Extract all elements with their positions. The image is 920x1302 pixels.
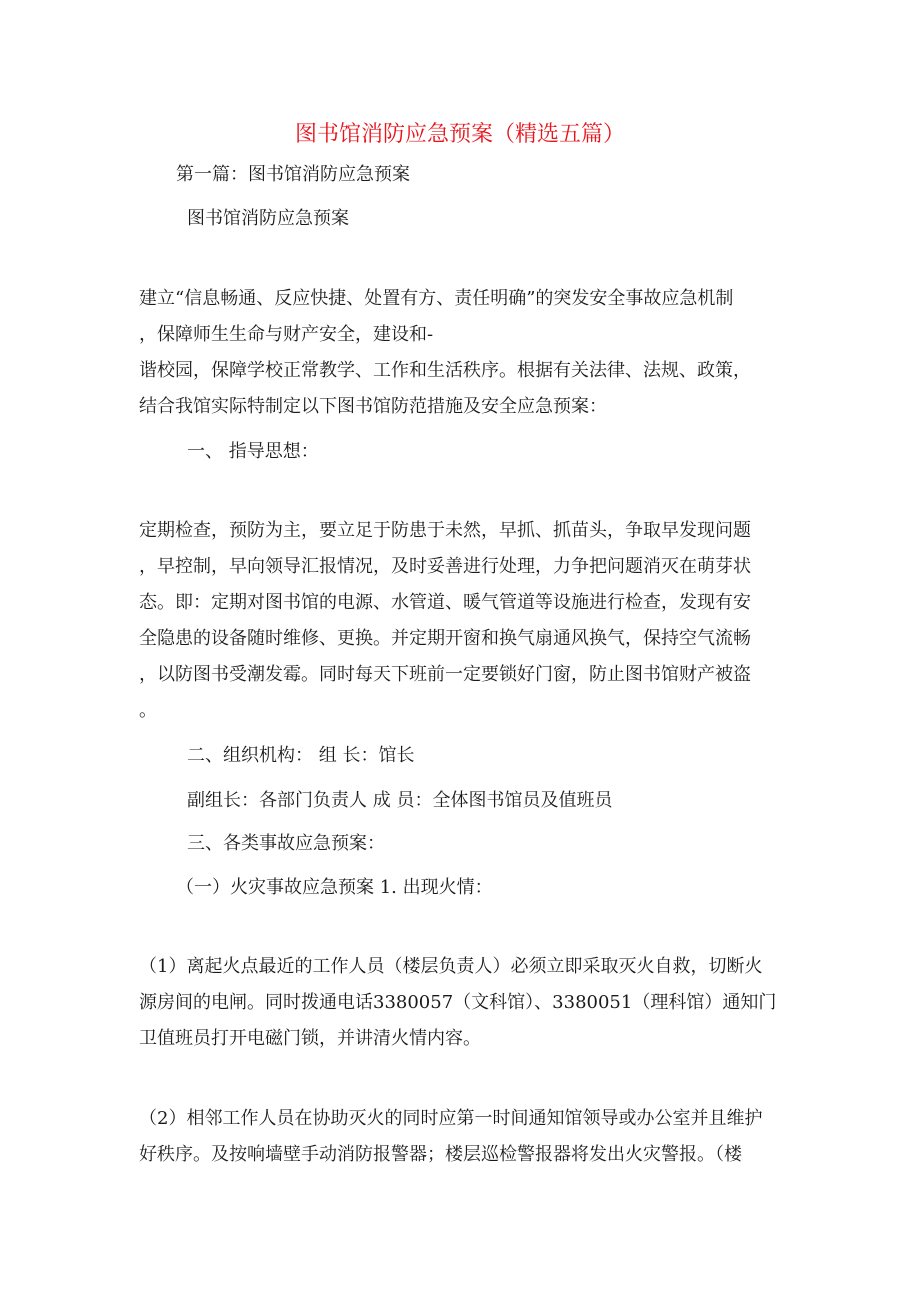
step-one-line-1: （1）离起火点最近的工作人员（楼层负责人）必须立即采取灭火自救，切断火: [139, 956, 763, 977]
guidance-line-5: ，以防图书受潮发霉。同时每天下班前一定要锁好门窗，防止图书馆财产被盗: [139, 664, 751, 685]
intro-line-2: ，保障师生生命与财产安全，建设和-: [139, 324, 434, 345]
document-title: 图书馆消防应急预案（精选五篇）: [294, 122, 625, 147]
section-three-heading: 三、各类事故应急预案：: [187, 833, 385, 854]
fire-plan-heading: （一）火灾事故应急预案 1. 出现火情：: [176, 877, 493, 898]
section-one-heading: 一、 指导思想：: [187, 441, 319, 462]
subtitle: 图书馆消防应急预案: [187, 208, 349, 229]
intro-line-1: 建立“信息畅通、反应快捷、处置有方、责任明确”的突发安全事故应急机制: [139, 288, 734, 309]
chapter-heading: 第一篇：图书馆消防应急预案: [176, 164, 410, 185]
section-two-heading: 二、组织机构： 组 长：馆长: [187, 745, 415, 766]
guidance-line-6: 。: [139, 700, 157, 721]
guidance-line-1: 定期检查，预防为主，要立足于防患于未然，早抓、抓苗头，争取早发现问题: [139, 520, 751, 541]
step-one-line-2: 源房间的电闸。同时拨通电话3380057（文科馆）、3380051（理科馆）通知门: [139, 992, 777, 1013]
guidance-line-3: 态。即：定期对图书馆的电源、水管道、暖气管道等设施进行检查，发现有安: [139, 592, 751, 613]
step-two-line-2: 好秩序。及按响墙壁手动消防报警器；楼层巡检警报器将发出火灾警报。（楼: [139, 1144, 742, 1165]
deputy-line: 副组长：各部门负责人 成 员：全体图书馆员及值班员: [187, 790, 613, 811]
intro-line-4: 结合我馆实际特制定以下图书馆防范措施及安全应急预案：: [139, 396, 607, 417]
step-two-line-1: （2）相邻工作人员在协助灭火的同时应第一时间通知馆领导或办公室并且维护: [139, 1108, 763, 1129]
intro-line-3: 谐校园，保障学校正常教学、工作和生活秩序。根据有关法律、法规、政策，: [139, 360, 751, 381]
step-one-line-3: 卫值班员打开电磁门锁，并讲清火情内容。: [139, 1028, 481, 1049]
guidance-line-2: ，早控制，早向领导汇报情况，及时妥善进行处理，力争把问题消灭在萌芽状: [139, 556, 751, 577]
guidance-line-4: 全隐患的设备随时维修、更换。并定期开窗和换气扇通风换气，保持空气流畅: [139, 628, 751, 649]
